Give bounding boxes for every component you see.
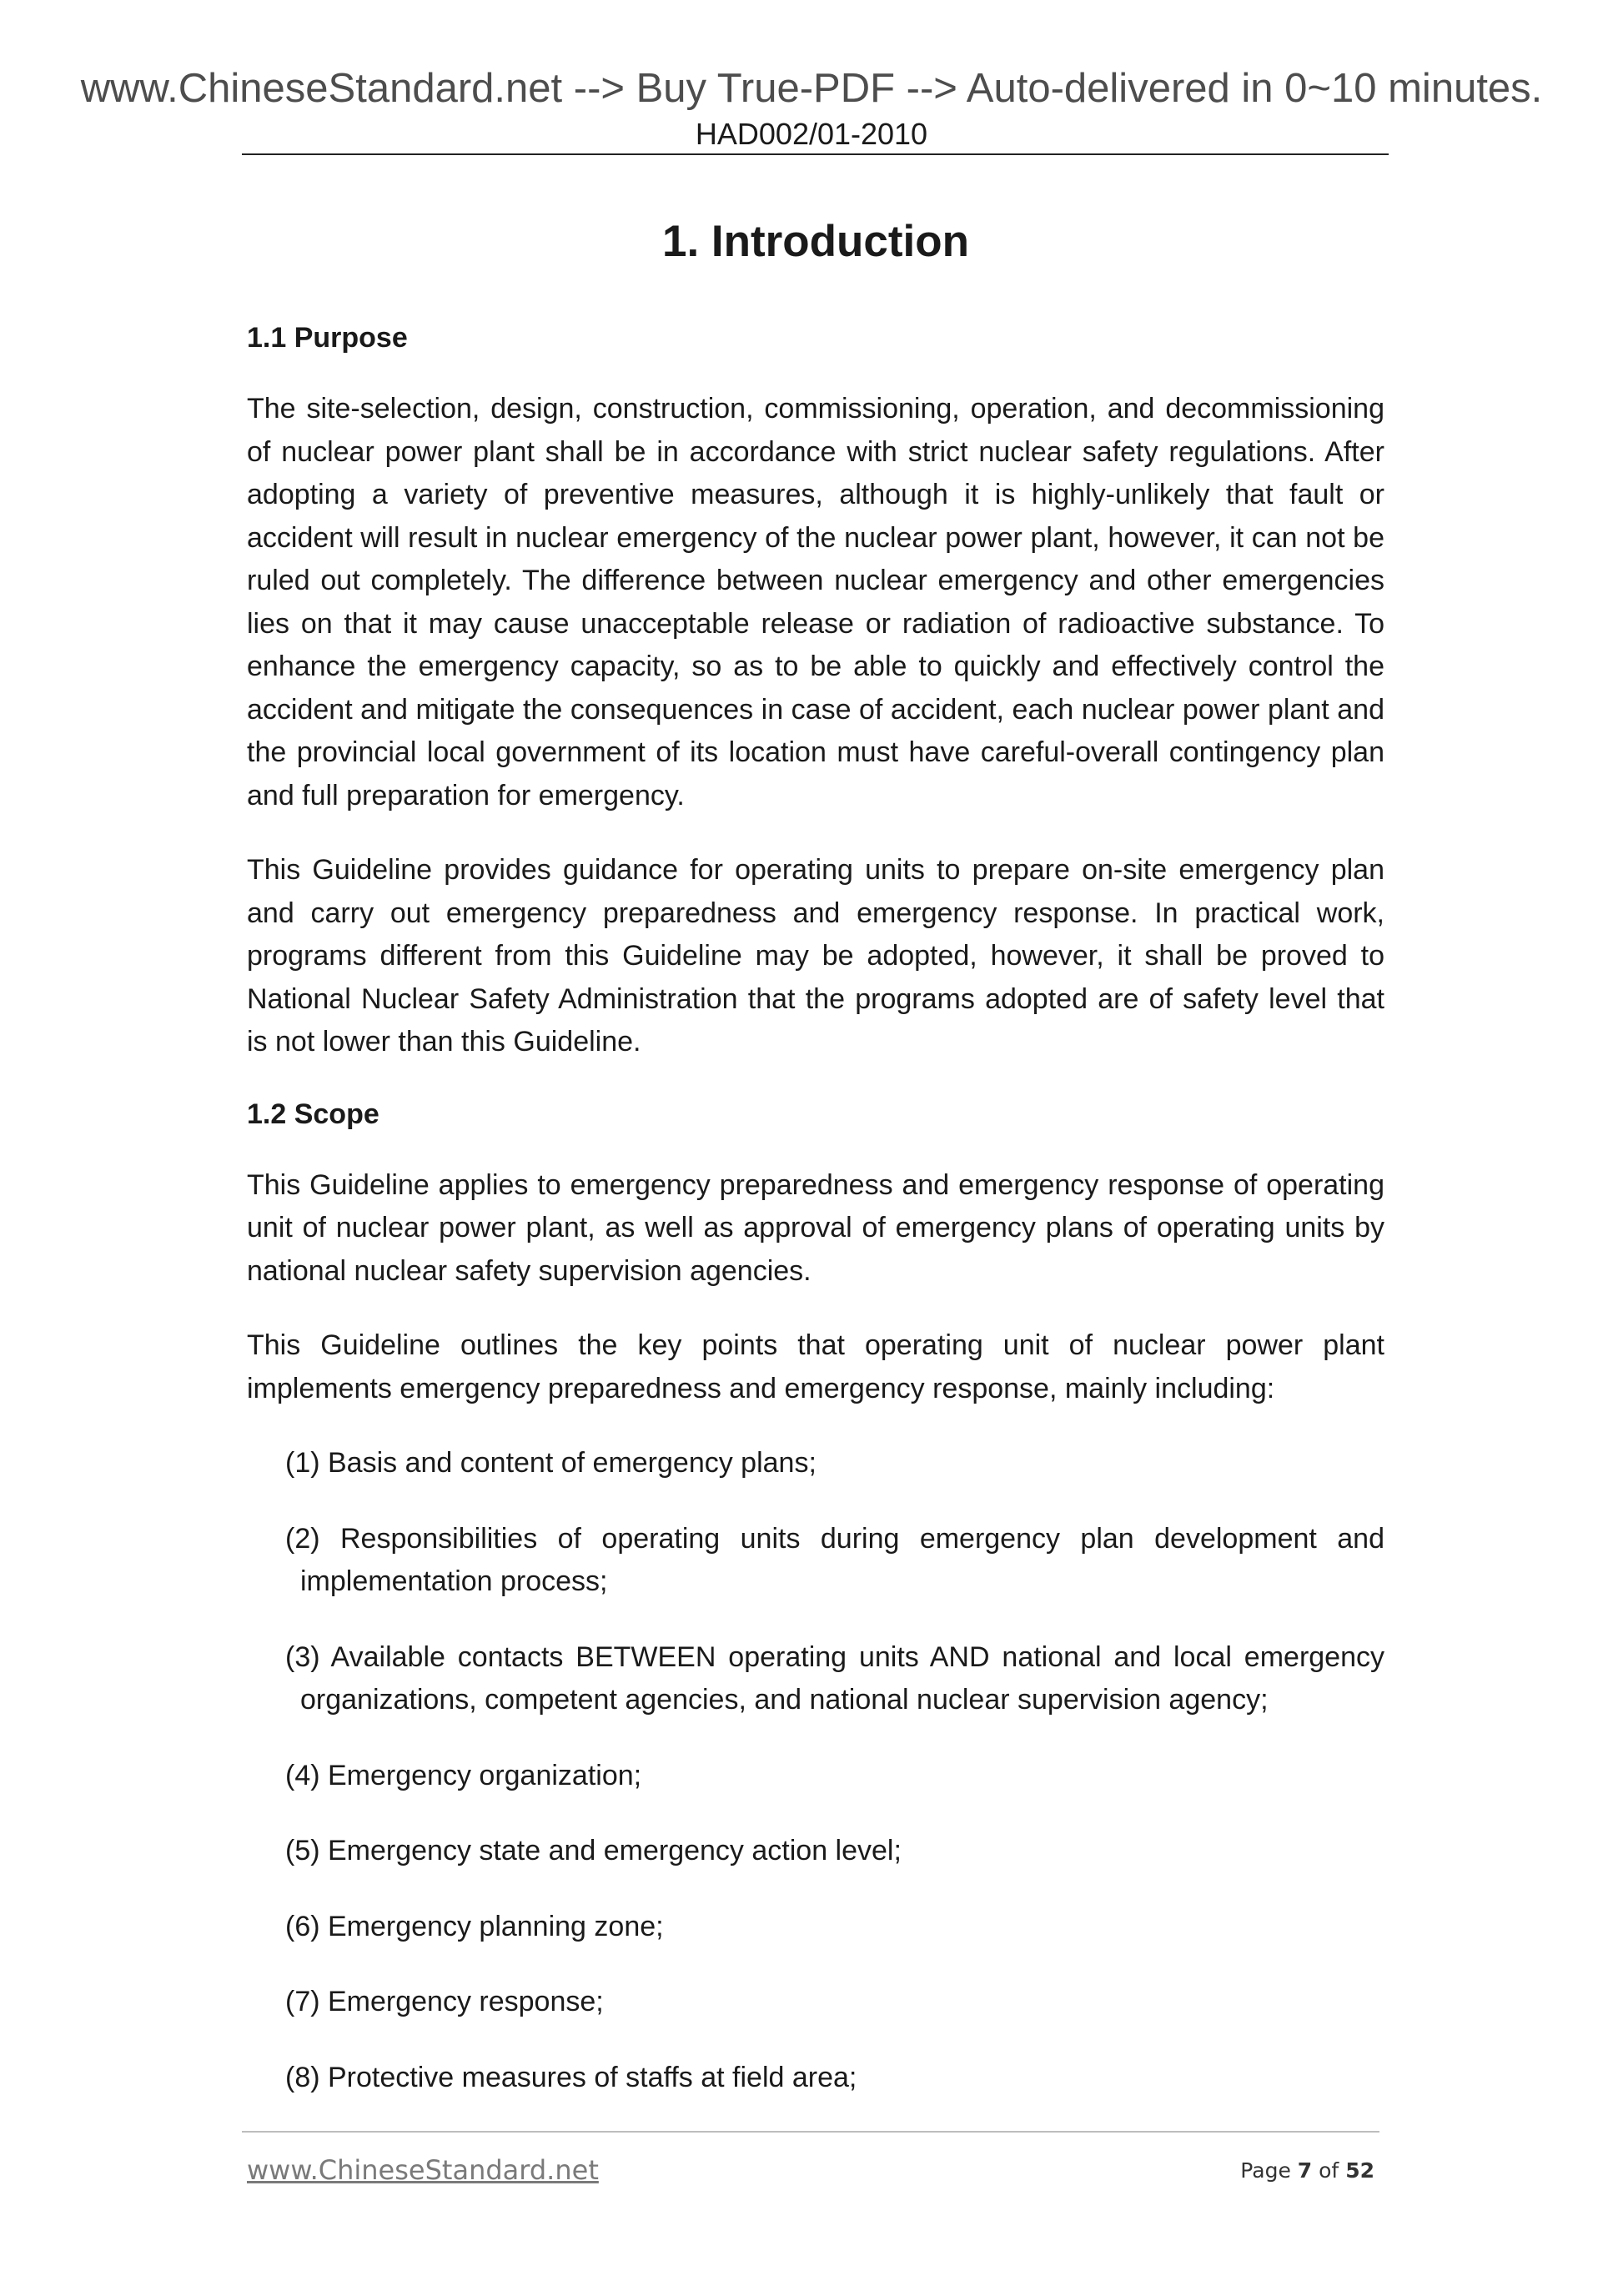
list-item: (5) Emergency state and emergency action level; [285, 1835, 902, 1866]
document-code: HAD002/01-2010 [695, 117, 928, 151]
page-number [1240, 2157, 1374, 2185]
list-item: (3) Available contacts BETWEEN operating units AND national and local emergency organizations, competent agencies, and national nuclear supervision agency; [285, 1640, 1384, 1716]
scope-paragraph: This Guideline applies to emergency preparedness and emergency response of operating unit of nuclear power plant, as well as approval of emergency plans of operating units by national nuclear safety supervision agencies. [247, 1168, 1384, 1287]
list-item: (7) Emergency response; [285, 1986, 604, 2017]
scope-list [247, 1442, 1384, 2099]
purpose-paragraph: This Guideline provides guidance for operating units to prepare on-site emergency plan and carry out emergency preparedness and emergency response. In practical work, programs different from this Guideline may be adopted, however, it shall be proved to National Nuclear Safety Administration that the programs adopted are of safety level that is not lower than this Guideline. [247, 854, 1384, 1058]
page-of-label: of [1319, 2158, 1339, 2183]
scope-paragraph: This Guideline outlines the key points that operating unit of nuclear power plant implements emergency preparedness and emergency response, mainly including: [247, 1329, 1384, 1404]
footer-divider [242, 2131, 1379, 2133]
total-pages: 52 [1345, 2158, 1374, 2183]
footer-website-link[interactable]: www.ChineseStandard.net [247, 2154, 599, 2186]
section-heading-purpose: 1.1 Purpose [247, 322, 408, 354]
page-label: Page [1240, 2158, 1291, 2183]
chapter-title: 1. Introduction [661, 217, 970, 266]
page-body [247, 213, 1384, 2132]
purpose-paragraph: The site-selection, design, construction, commissioning, operation, and decommissioning of nuclear power plant shall be in accordance with strict nuclear safety regulations. After adopting a variety of preventive measures, although it is highly-unlikely that fault or accident will result in nuclear emergency of the nuclear power plant, however, it can not be ruled out completely. The difference between nuclear emergency and other emergencies lies on that it may cause unacceptable release or radiation of radioactive substance. To enhance the emergency capacity, so as to be able to quickly and effectively control the accident and mitigate the consequences in case of accident, each nuclear power plant and the provincial local government of its location must have careful-overall contingency plan and full preparation for emergency. [247, 393, 1384, 811]
header-divider [242, 153, 1389, 155]
list-item: (4) Emergency organization; [285, 1759, 642, 1791]
list-item: (6) Emergency planning zone; [285, 1910, 664, 1942]
list-item: (8) Protective measures of staffs at field area; [285, 2061, 857, 2093]
list-item: (2) Responsibilities of operating units during emergency plan development and implementation process; [285, 1522, 1384, 1597]
site-banner: www.ChineseStandard.net --> Buy True-PDF --> Auto-delivered in 0~10 minutes. [80, 66, 1543, 111]
current-page: 7 [1297, 2158, 1313, 2183]
section-heading-scope: 1.2 Scope [247, 1098, 379, 1130]
list-item: (1) Basis and content of emergency plans; [285, 1447, 817, 1479]
